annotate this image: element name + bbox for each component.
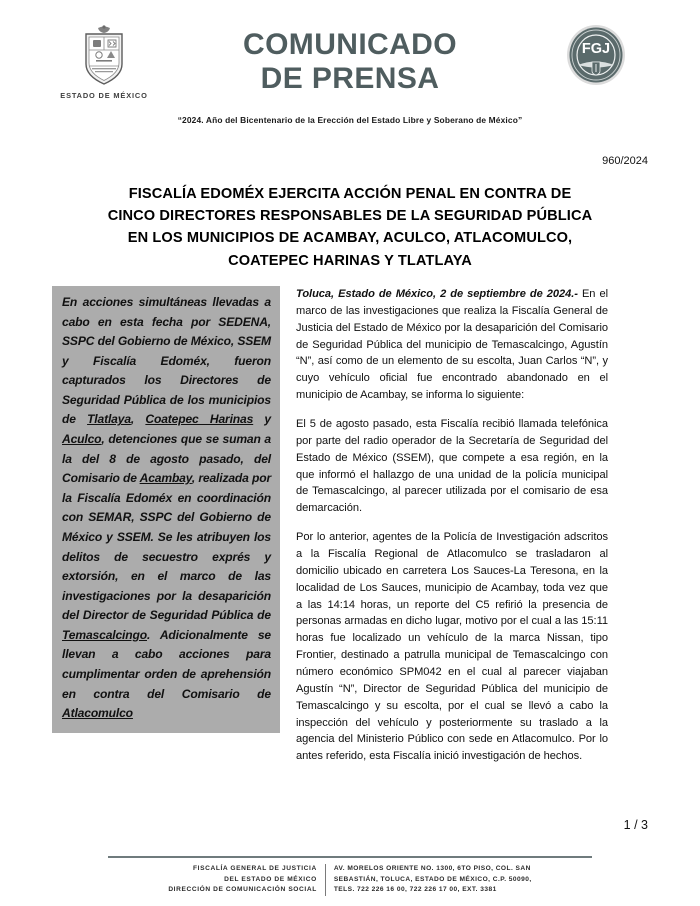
document-title bbox=[160, 22, 540, 95]
summary-callout-box bbox=[52, 286, 280, 733]
estado-de-mexico-coat-of-arms-icon bbox=[78, 24, 130, 86]
fgj-seal-icon bbox=[565, 24, 627, 86]
footer-right-line-1: AV. MORELOS ORIENTE NO. 1300, 6TO PISO, COL. SAN bbox=[333, 865, 531, 872]
footer-left-line-1: FISCALÍA GENERAL DE JUSTICIA bbox=[193, 865, 317, 872]
summary-link-aculco: Aculco bbox=[62, 432, 102, 447]
summary-text-2: , bbox=[130, 412, 146, 427]
page-number: 1 / 3 bbox=[623, 818, 648, 832]
footer-address-block bbox=[326, 864, 532, 896]
title-line-1: COMUNICADO bbox=[243, 28, 457, 61]
summary-text-3: y bbox=[253, 412, 272, 427]
summary-link-atlacomulco: Atlacomulco bbox=[62, 706, 133, 721]
document-header bbox=[0, 22, 700, 112]
footer-left-line-2: DEL ESTADO DE MÉXICO bbox=[224, 875, 317, 883]
summary-link-tlatlaya: Tlatlaya bbox=[87, 412, 131, 427]
dateline: Toluca, Estado de México, 2 de septiembre de 2024.- bbox=[296, 288, 578, 300]
summary-text-4: , detenciones que se suman a la del 8 de agosto pasado, del Comisario de bbox=[62, 432, 271, 486]
summary-text-6: . Adicionalmente se llevan a cabo acciones para cumplimentar orden de aprehensión en contra del Comisario de bbox=[62, 627, 271, 701]
fgj-logo bbox=[540, 22, 652, 86]
footer-right-line-2: SEBASTIÁN, TOLUCA, ESTADO DE MÉXICO, C.P. 50090, bbox=[333, 875, 532, 883]
estado-de-mexico-logo bbox=[48, 22, 160, 100]
title-line-2: DE PRENSA bbox=[260, 61, 440, 95]
body-paragraph-1 bbox=[296, 286, 608, 404]
bicentenario-slogan: “2024. Año del Bicentenario de la Erección del Estado Libre y Soberano de México” bbox=[177, 115, 523, 125]
body-paragraph-2: El 5 de agosto pasado, esta Fiscalía recibió llamada telefónica por parte del radio operador de la Secretaría de Seguridad del Estado de México (SSEM), que compete a esa región, en la que informó el hallazgo de una unidad de la policía municipal de Temascalcingo, al parecer utilizada por el comisario de esa demarcación. bbox=[296, 418, 608, 515]
headline-line-1: FISCALÍA EDOMÉX EJERCITA ACCIÓN PENAL EN CONTRA DE bbox=[128, 186, 572, 202]
summary-link-coatepec-harinas: Coatepec Harinas bbox=[145, 412, 254, 427]
headline-line-3: EN LOS MUNICIPIOS DE ACAMBAY, ACULCO, ATLACOMULCO, bbox=[127, 230, 573, 247]
summary-text-5: , realizada por la Fiscalía Edoméx en coordinación con SEMAR, SSPC del Gobierno de México y SSEM. Se les atribuyen los delitos de secuestro exprés y extorsión, en el marco de las investigaciones por la desaparición del Director de Seguridad Pública de bbox=[62, 471, 271, 623]
svg-text:FGJ: FGJ bbox=[581, 41, 611, 57]
body-paragraph-1-text: En el marco de las investigaciones que realiza la Fiscalía General de Justicia del Estado de México por la desaparición del Comisario de Seguridad Pública del municipio de Temascalcingo, Agustín “N”, así como de un elemento de su escolta, Juan Carlos “N”, y cuyo vehículo oficial fue encontrado abandonado en el municipio de Acambay, se informa lo siguiente: bbox=[296, 288, 608, 402]
content-area bbox=[0, 286, 700, 765]
summary-link-temascalcingo: Temascalcingo bbox=[62, 627, 147, 642]
body-paragraph-3: Por lo anterior, agentes de la Policía de Investigación adscritos a la Fiscalía Regional de Atlacomulco se trasladaron al domicilio ubicado en carretera Los Sauces-La Teresona, en la localidad de Los Sauces, municipio de Acambay, toda vez que a las 14:14 horas, un reporte del C5 refirió la presencia de personas armadas en dicho lugar, motivo por el cual a las 15:11 horas fue localizado un vehículo de la marca Nissan, tipo Frontier, destinado a patrulla municipal de Temascalcingo con número económico SPM042 en el cual al parecer viajaban Agustín “N”, Director de Seguridad Pública del municipio de Temascalcingo y su escolta, por el cual se llevó a cabo la inspección del vehículo y posteriormente su traslado a la agencia del Ministerio Público con sede en Atlacomulco. Por lo antes referido, esta Fiscalía inició investigación de hechos. bbox=[296, 531, 608, 763]
footer-left-line-3: DIRECCIÓN DE COMUNICACIÓN SOCIAL bbox=[168, 886, 317, 894]
body-text-column bbox=[296, 286, 608, 765]
folio-number: 960/2024 bbox=[602, 155, 648, 167]
headline-line-4: COATEPEC HARINAS Y TLATLAYA bbox=[228, 252, 472, 269]
estado-de-mexico-caption: ESTADO DE MÉXICO bbox=[60, 91, 148, 100]
footer-institution-block bbox=[168, 864, 325, 896]
headline bbox=[62, 183, 638, 272]
footer-right-line-3: TELS. 722 226 16 00, 722 226 17 00, EXT. 3381 bbox=[333, 886, 497, 894]
summary-link-acambay: Acambay bbox=[139, 471, 192, 486]
summary-text-1: En acciones simultáneas llevadas a cabo en esta fecha por SEDENA, SSPC del Gobierno de México, SSEM y Fiscalía Edoméx, fueron capturados los Directores de Seguridad Pública de los municipios de bbox=[62, 295, 271, 427]
headline-line-2: CINCO DIRECTORES RESPONSABLES DE LA SEGURIDAD PÚBLICA bbox=[107, 208, 593, 225]
document-footer bbox=[0, 864, 700, 896]
footer-divider-rule bbox=[108, 856, 592, 858]
